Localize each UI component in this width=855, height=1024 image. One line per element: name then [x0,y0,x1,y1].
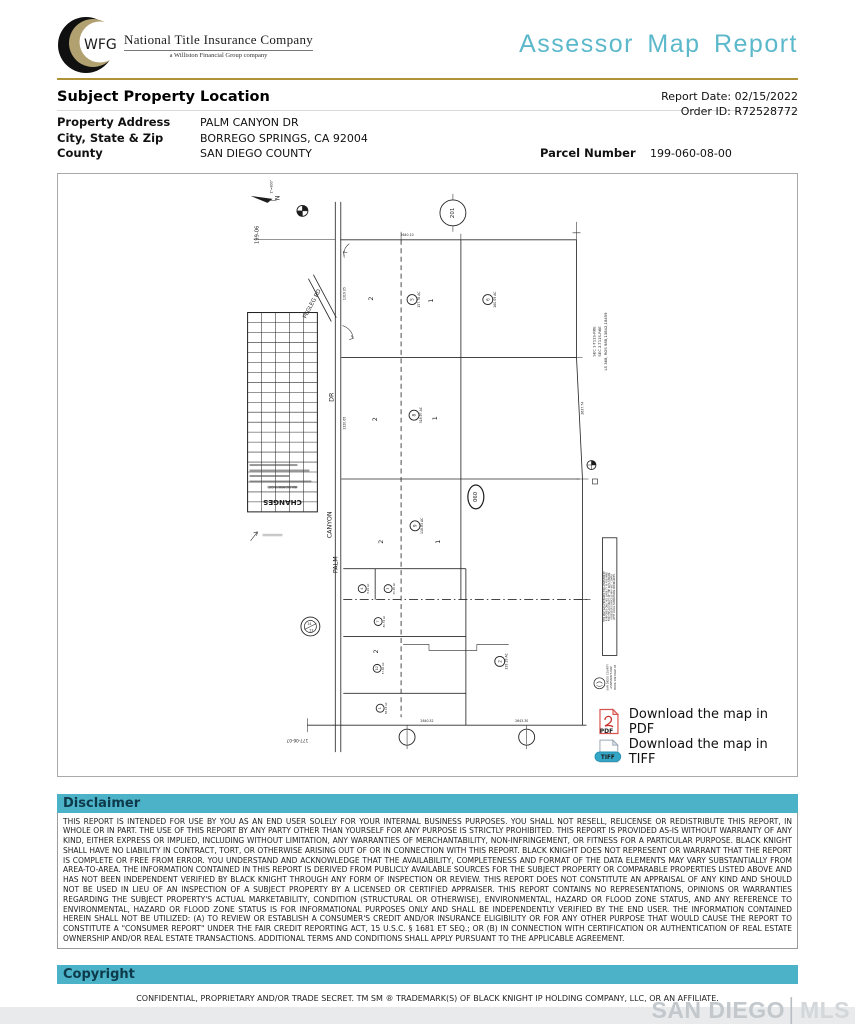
download-tiff-label: Download the map in TIFF [628,736,768,767]
download-pdf-link[interactable] [594,707,797,737]
gold-divider [57,78,798,80]
logo-company-name: National Title Insurance Company [124,31,314,47]
download-pdf-label: Download the map in PDF [628,706,769,737]
svg-text:SEC 1-T11S-R6E: SEC 1-T11S-R6E [591,325,597,357]
svg-text:118.83 AC: 118.83 AC [420,517,425,534]
svg-text:23: 23 [309,627,314,632]
assessor-stamp [594,663,617,690]
svg-text:5: 5 [409,297,415,301]
disclaimer-section [57,794,798,949]
svg-text:56.16 AC: 56.16 AC [385,701,389,714]
svg-text:57.62 AC: 57.62 AC [382,661,386,674]
property-address-label: Property Address [57,115,171,129]
svg-text:WITH LOCAL SUBDIVISION ORDINAN: WITH LOCAL SUBDIVISION ORDINANCES. [613,572,617,620]
county-value: SAN DIEGO COUNTY [200,147,312,160]
changes-entries [250,464,312,488]
svg-text:2640.52: 2640.52 [420,718,434,723]
svg-text:SEC 2-T11S-R6E: SEC 2-T11S-R6E [596,325,602,357]
road-label-palm: PALM [331,555,340,573]
survey-marker-icon [587,460,597,483]
road-label-pegleg: PEGLEG RD [302,288,323,320]
report-date: Report Date: 02/15/2022 [661,90,798,103]
svg-text:2637.74: 2637.74 [580,401,585,415]
svg-text:1: 1 [430,415,439,420]
svg-text:4: 4 [360,587,365,590]
svg-text:157.76 AC: 157.76 AC [417,290,422,308]
sandiego-mls-watermark [651,997,850,1024]
svg-text:8.29 AC: 8.29 AC [367,583,371,594]
wfg-logo [57,16,313,74]
disclaimer-title: Disclaimer [63,795,141,811]
svg-text:BLK OLD NEW YR CUT: BLK OLD NEW YR CUT [268,484,297,488]
order-id: Order ID: R72528772 [680,105,798,118]
report-header [57,0,798,76]
section-corner-circle [440,193,466,231]
watermark-sandiego: SAN DIEGO [651,997,786,1023]
svg-text:LS 368, ROS 988,13842,18459: LS 368, ROS 988,13842,18459 [602,311,608,370]
svg-text:3: 3 [386,587,391,590]
svg-text:060: 060 [472,491,479,502]
subject-property-section [57,89,798,162]
map-book-page-ref: 199-06 [254,225,261,244]
north-arrow-icon [251,180,282,203]
svg-text:1: 1 [378,706,383,709]
property-address-value: PALM CANYON DR [200,116,299,129]
assessor-map [58,174,797,776]
parcel-number-value: 199-060-08-00 [650,147,732,160]
copyright-line-1: CONFIDENTIAL, PROPRIETARY AND/OR TRADE SECRET. TM SM ® TRADEMARK(S) OF BLACK KNIGHT IP HOLDING COMPANY, LLC, OR AN AFFILIATE. [136,993,719,1003]
road-label-canyon: CANYON [325,510,334,538]
page-title: Assessor Map Report [519,30,798,58]
svg-text:1319.05: 1319.05 [342,286,347,300]
svg-text:2: 2 [367,296,376,301]
svg-text:9: 9 [412,524,418,527]
svg-text:CHANGES: CHANGES [263,497,302,507]
svg-text:2643.30: 2643.30 [515,718,529,723]
svg-text:30.36 AC: 30.36 AC [393,582,397,594]
svg-text:N: N [273,195,282,200]
svg-text:2: 2 [377,539,386,544]
svg-text:1320.65: 1320.65 [342,416,347,430]
svg-text:1: 1 [426,298,435,303]
copyright-header-bar [57,965,798,984]
svg-text:1: 1 [433,539,442,544]
svg-text:TIFF: TIFF [600,754,615,761]
subject-section-title: Subject Property Location [57,89,270,105]
svg-text:2: 2 [371,416,380,421]
road-label-dr: DR [327,392,336,402]
svg-text:6: 6 [485,297,491,301]
pdf-file-icon [594,708,624,736]
section-corner-circle [399,725,535,749]
city-state-zip-label: City, State & Zip [57,130,164,145]
svg-text:ASSESSOR'S PARCELS MAY NOT COM: ASSESSOR'S PARCELS MAY NOT COMPLY [610,573,614,620]
parcel-number-row [540,146,732,162]
road-intersection-marker [301,617,320,636]
svg-text:THIS MAP WAS PREPARED FOR ASSE: THIS MAP WAS PREPARED FOR ASSESSMENT [602,570,606,622]
svg-text:FOR THE ACCURACY OF THE DATA S: FOR THE ACCURACY OF THE DATA SHOWN. [607,571,611,621]
svg-text:318.97 AC: 318.97 AC [419,406,424,423]
disclaimer-header-bar [57,794,798,813]
svg-text:2: 2 [372,648,381,653]
logo-tagline: a Williston Financial Group company [124,50,313,59]
watermark-mls: MLS [799,997,850,1023]
field-row [57,115,798,131]
map-scale: 1"=800' [269,179,274,193]
svg-text:80.74 AC: 80.74 AC [383,615,387,627]
svg-text:201: 201 [449,207,456,218]
survey-marker-icon [297,205,308,216]
svg-text:8: 8 [411,413,417,417]
assessor-map-panel [57,173,798,777]
field-row [57,131,798,147]
disclaimer-text: THIS REPORT IS INTENDED FOR USE BY YOU AS AN END USER SOLELY FOR YOUR INTERNAL BUSINESS PURPOSES. YOU SHALL NOT RESELL, RELICENSE OR REDISTRIBUTE THIS REPORT, IN WHOLE OR IN PART. THE USE OF THIS REPORT BY ANY PARTY OTHER THAN YOURSELF FOR ANY PURPOSE IS STRICTLY PROHIBITED. THIS REPORT IS PROVIDED AS-IS WITHOUT WARRANTY OF ANY KIND, EITHER EXPRESS OR IMPLIED, INCLUDING WITHOUT LIMITATION, ANY WARRANTIES OF MERCHANTABILITY, NON-INFRINGEMENT, OR FITNESS FOR A PARTICULAR PURPOSE. BLACK KNIGHT SHALL HAVE NO LIABILITY IN CONTRACT, TORT, OR OTHERWISE ARISING OUT OF OR IN CONNECTION WITH THIS REPORT. BLACK KNIGHT DOES NOT REPRESENT OR WARRANT THAT THE REPORT IS COMPLETE OR FREE FROM ERROR. YOU UNDERSTAND AND ACKNOWLEDGE THAT THE AVAILABILITY, COMPLETENESS AND FORMAT OF THE DATA ELEMENTS MAY VARY SUBSTANTIALLY FROM AREA-TO-AREA. THE INFORMATION CONTAINED IN THIS REPORT IS DERIVED FROM PUBLICLY AVAILABLE SOURCES FOR THE SUBJECT PROPERTY OR COMPARABLE PROPERTIES LISTED ABOVE AND HAS NOT BEEN INDEPENDENT VERIFIED BY BLACK KNIGHT THROUGH ANY FORM OF INSPECTION OR REVIEW. THIS REPORT DOES NOT CONSTITUTE AN APPRAISAL OF ANY KIND AND SHOULD NOT BE USED IN LIEU OF AN INSPECTION OF A SUBJECT PROPERTY BY A LICENSED OR CERTIFIED APPRAISER. THIS REPORT CONTAINS NO REPRESENTATIONS, OPINIONS OR WARRANTIES REGARDING THE SUBJECT PROPERTY'S ACTUAL MARKETABILITY, CONDITION (STRUCTURAL OR OTHERWISE), ENVIRONMENTAL, HAZARD OR FLOOD ZONE STATUS, AND ANY REFERENCE TO ENVIRONMENTAL, HAZARD OR FLOOD ZONE STATUS IS FOR INFORMATIONAL PURPOSES ONLY AND SHALL BE INDEPENDENTLY VERIFIED BY THE END USER. THE INFORMATION CONTAINED HEREIN SHALL NOT BE UTILIZED: (A) TO REVIEW OR ESTABLISH A CONSUMER'S CREDIT AND/OR INSURANCE ELIGIBILITY OR FOR ANY OTHER PURPOSE THAT WOULD CAUSE THE REPORT TO CONSTITUTE A "CONSUMER REPORT" UNDER THE FAIR CREDIT REPORTING ACT, 15 U.S.C. § 1681 ET SEQ.; OR (B) IN CONNECTION WITH CERTIFICATION OR AUTHENTICATION OF REAL ESTATE OWNERSHIP AND/OR REAL ESTATE TRANSACTIONS. ADDITIONAL TERMS AND CONDITIONS SHALL APPLY PURSUANT TO THE APPLICABLE AGREEMENT. [57,813,798,949]
svg-text:10: 10 [375,665,380,670]
logo-wfg-text: WFG [84,37,117,53]
svg-text:14: 14 [307,621,312,626]
parcel-number-label: Parcel Number [540,146,636,160]
copyright-title: Copyright [63,966,135,982]
assessor-note-box [602,537,616,655]
city-state-zip-value: BORREGO SPRINGS, CA 92004 [200,131,368,145]
download-tiff-link[interactable] [594,737,797,767]
svg-text:PDF: PDF [599,727,614,735]
county-label: County [57,146,103,160]
svg-text:ASSESSOR'S MAP: ASSESSOR'S MAP [610,665,614,689]
svg-text:2640.10: 2640.10 [400,232,414,237]
watermark-divider: │ [785,997,800,1023]
section-township-labels [591,311,607,370]
report-page [57,0,798,1017]
parcel-boundaries [254,221,591,731]
adjacent-map-ref: 177-06-07 [286,737,309,743]
svg-text:7: 7 [376,619,381,623]
road-lines [308,201,353,751]
tiff-file-icon [594,739,624,765]
svg-text:SAN DIEGO COUNTY: SAN DIEGO COUNTY [606,663,610,690]
wfg-crescent-icon [57,16,117,74]
svg-text:BOOK 199 PAGE 06: BOOK 199 PAGE 06 [613,664,617,690]
changes-table [248,312,318,540]
svg-text:2: 2 [497,659,503,663]
svg-text:329.29 AC: 329.29 AC [504,652,509,670]
svg-text:160.09 AC: 160.09 AC [492,290,497,308]
svg-text:PURPOSES ONLY. NO LIABILITY IS: PURPOSES ONLY. NO LIABILITY IS ASSUMED [605,571,609,621]
map-sheet-oval [468,484,484,508]
